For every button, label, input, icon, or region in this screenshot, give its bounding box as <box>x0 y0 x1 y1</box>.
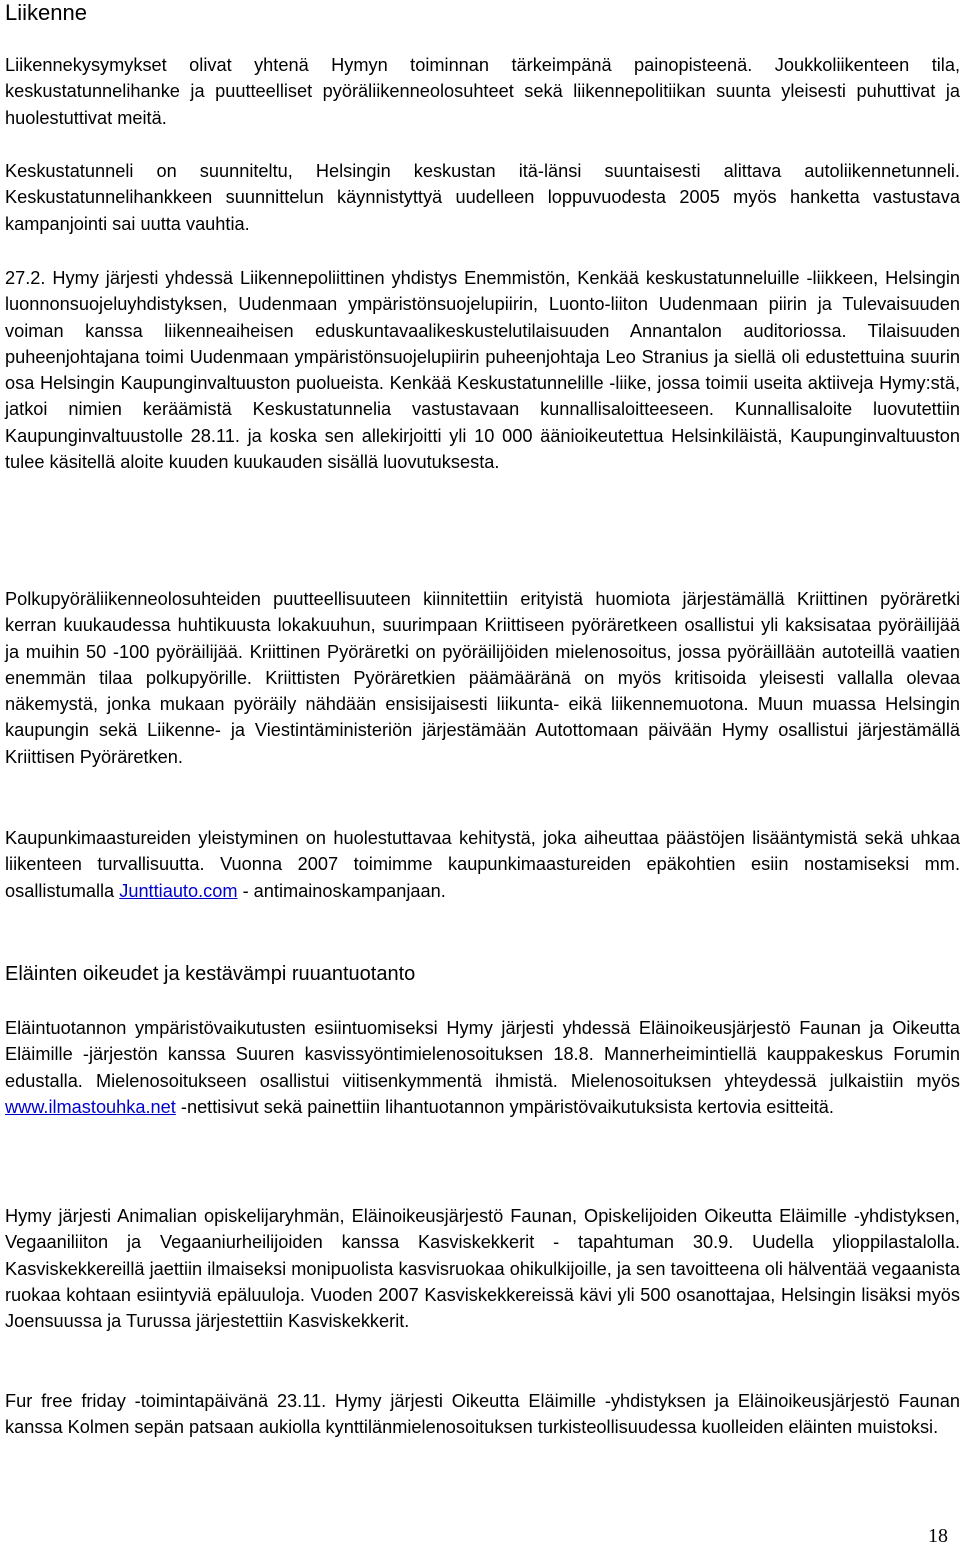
junttiauto-link[interactable]: Junttiauto.com <box>119 880 238 901</box>
paragraph-intro: Liikennekysymykset olivat yhtenä Hymyn toiminnan tärkeimpänä painopisteenä. Joukkoliikenteen tila, keskustatunnelihanke ja puutteelliset pyöräliikenneolosuhteet sekä liikennepolitiikan suunta yleisesti puhuttivat ja huolestuttivat meitä. <box>5 55 960 128</box>
paragraph-fur-free-friday: Fur free friday -toimintapäivänä 23.11. Hymy järjesti Oikeutta Eläimille -yhdistyksen ja Eläinoikeusjärjestö Faunan kanssa Kolmen sepän patsaan aukiolla kynttilänmielenosoituksen turkisteollisuudessa kuolleiden eläinten muistoksi. <box>5 1391 960 1438</box>
section-heading-animal-rights: Eläinten oikeudet ja kestävämpi ruuantuotanto <box>5 963 416 985</box>
paragraph-vegetarian-demo-text-start: Eläintuotannon ympäristövaikutusten esiintuomiseksi Hymy järjesti yhdessä Eläinoikeusjärjestö Faunan ja Oikeutta Eläimille -järjestön kanssa Suuren kasvissyöntimielenosoituksen 18.8. Mannerheimintiellä kauppakeskus Forumin edustalla. Mielenosoitukseen osallistui viitisenkymmentä ihmistä. Mielenosoituksen yhteydessä julkaistiin myös <box>5 1018 960 1091</box>
paragraph-critical-mass <box>5 586 960 770</box>
paragraph-suv-text-end: - antimainoskampanjaan. <box>237 880 446 901</box>
paragraph-critical-mass-text: Polkupyöräliikenneolosuhteiden puutteellisuuteen kiinnitettiin erityistä huomiota järjestämällä Kriittinen pyöräretki kerran kuukaudessa huhtikuusta lokakuuhun, suurimpaan Kriittiseen pyöräretkeen osallistui yli kaksisataa pyöräilijää ja muihin 50 -100 pyöräilijää. Kriittinen Pyöräretki on pyöräilijöiden mielenosoitus, jossa pyöräillään autoteillä vaatien enemmän tilaa polkupyörille. Kriittisten Pyöräretkien päämääränä on myös kritisoida yleisesti vallalla olevaa näkemystä, jonka mukaan pyöräily nähdään ensisijaisesti liikunta- eikä liikennemuotona. Muun muassa Helsingin kaupungin sekä Liikenne- ja Viestintäministeriön järjestämään Autottomaan päivään Hymy osallistui järjestämällä Kriittisen Pyöräretken. <box>5 589 960 767</box>
page-number: 18 <box>928 1525 948 1547</box>
paragraph-suv-text-start: Kaupunkimaastureiden yleistyminen on huolestuttavaa kehitystä, joka aiheuttaa päästöjen lisääntymistä sekä uhkaa liikenteen turvallisuutta. Vuonna 2007 toimimme kaupunkimaastureiden epäkohtien esiin nostamiseksi mm. osallistumalla <box>5 828 960 901</box>
paragraph-kasviskekkerit: Hymy järjesti Animalian opiskelijaryhmän, Eläinoikeusjärjestö Faunan, Opiskelijoiden Oikeutta Eläimille -yhdistyksen, Vegaaniliiton ja Vegaaniurheilijoiden kanssa Kasviskekkerit - tapahtuman 30.9. Uudella ylioppilastalolla. Kasviskekkereillä jaettiin ilmaiseksi monipuolista kasvisruokaa ohikulkijoille, ja sen tavoitteena oli hälventää vegaanista ruokaa kohtaan esiintyviä epäluuloja. Vuoden 2007 Kasviskekkereissä kävi yli 500 osanottajaa, Helsingin lisäksi myös Joensuussa ja Turussa järjestettiin Kasviskekkerit. <box>5 1206 960 1332</box>
paragraph-suv <box>5 825 960 904</box>
paragraph-vegetarian-demo-text-end: -nettisivut sekä painettiin lihantuotannon ympäristövaikutuksista kertovia esitteitä. <box>175 1096 834 1117</box>
page-title: Liikenne <box>5 0 87 25</box>
ilmastouhka-link[interactable]: www.ilmastouhka.net <box>5 1096 176 1117</box>
paragraph-discussion-event: 27.2. Hymy järjesti yhdessä Liikennepoliittinen yhdistys Enemmistön, Kenkää keskustatunneluille -liikkeen, Helsingin luonnonsuojeluyhdistyksen, Uudenmaan ympäristönsuojelupiirin, Luonto-liiton Uudenmaan piirin ja Tulevaisuuden voiman kanssa liikenneaiheisen eduskuntavaalikeskustelutilaisuuden Annantalon auditoriossa. Tilaisuuden puheenjohtajana toimi Uudenmaan ympäristönsuojelupiirin puheenjohtaja Leo Stranius ja siellä oli edustettuina suurin osa Helsingin Kaupunginvaltuuston puolueista. Kenkää Keskustatunnelille -liike, jossa toimii useita aktiiveja Hymy:stä, jatkoi nimien keräämistä Keskustatunnelia vastustavaan kunnallisaloitteeseen. Kunnallisaloite luovutettiin Kaupunginvaltuustolle 28.11. ja koska sen allekirjoitti yli 10 000 äänioikeutettua Helsinkiläistä, Kaupunginvaltuuston tulee käsitellä aloite kuuden kuukauden sisällä luovutuksesta. <box>5 268 960 473</box>
paragraph-keskustatunneli: Keskustatunneli on suunniteltu, Helsingin keskustan itä-länsi suuntaisesti alittava autoliikennetunneli. Keskustatunnelihankkeen suunnittelun käynnistyttyä uudelleen loppuvuodesta 2005 myös hanketta vastustava kampanjointi sai uutta vauhtia. <box>5 161 960 234</box>
paragraph-vegetarian-demo <box>5 1015 960 1120</box>
